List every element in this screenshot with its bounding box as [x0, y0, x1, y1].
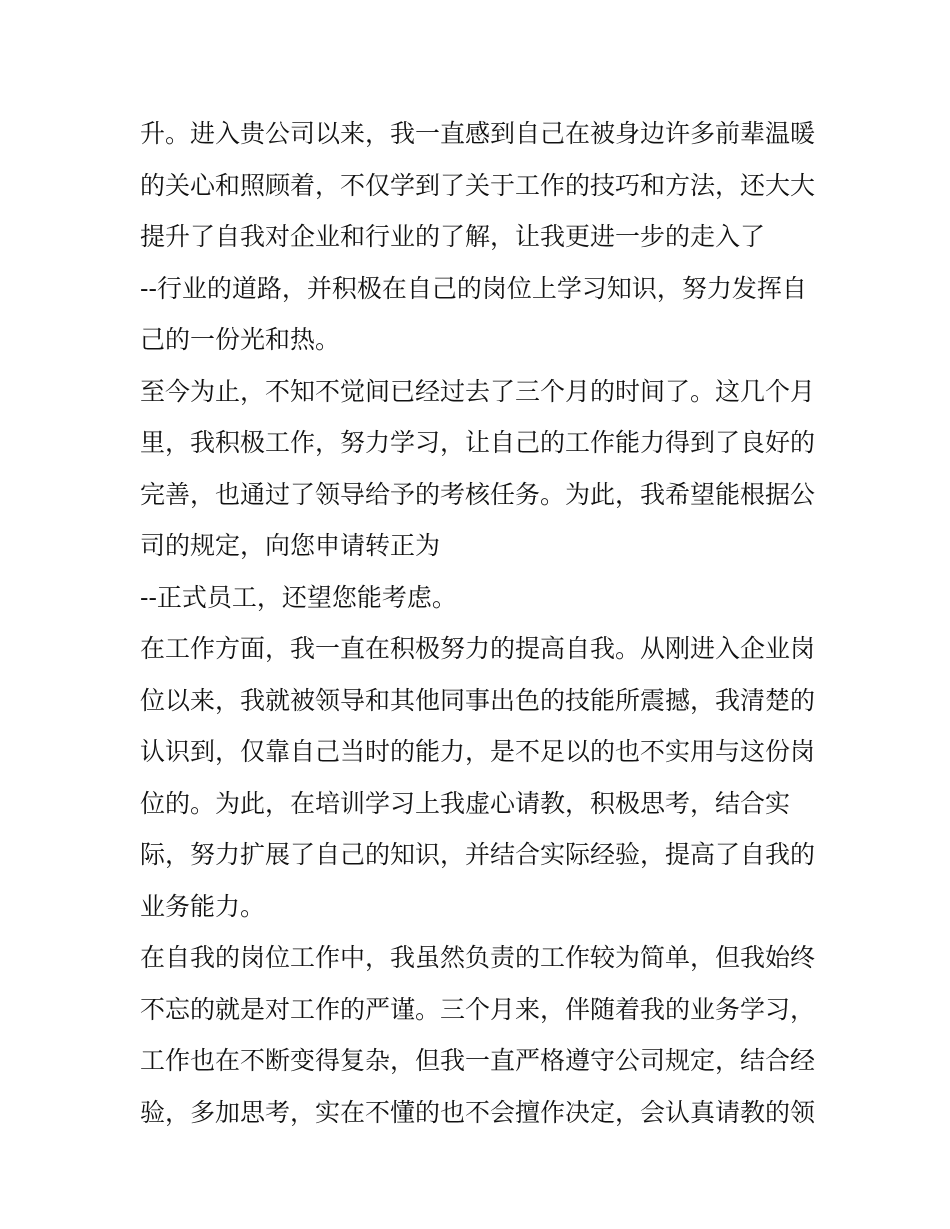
text-line: 升。进入贵公司以来，我一直感到自己在被身边许多前辈温暖 — [140, 119, 816, 148]
text-line: 己的一份光和热。 — [140, 325, 341, 354]
text-line: 际，努力扩展了自己的知识，并结合实际经验，提高了自我的 — [140, 840, 816, 869]
text-line: 认识到，仅靠自己当时的能力，是不足以的也不实用与这份岗 — [140, 737, 816, 766]
text-line: 里，我积极工作，努力学习，让自己的工作能力得到了良好的 — [140, 428, 816, 457]
text-line: 业务能力。 — [140, 891, 266, 921]
text-line: 完善，也通过了领导给予的考核任务。为此，我希望能根据公 — [140, 479, 816, 509]
text-line: 至今为止，不知不觉间已经过去了三个月的时间了。这几个月 — [140, 376, 816, 406]
text-line: 验，多加思考，实在不懂的也不会擅作决定，会认真请教的领 — [140, 1097, 816, 1127]
text-line: 不忘的就是对工作的严谨。三个月来，伴随着我的业务学习， — [140, 994, 816, 1024]
text-line: 司的规定，向您申请转正为 — [140, 531, 441, 560]
text-line: 在自我的岗位工作中，我虽然负责的工作较为简单，但我始终 — [140, 943, 816, 972]
text-line: 位以来，我就被领导和其他同事出色的技能所震撼，我清楚的 — [140, 685, 816, 715]
text-line: --正式员工，还望您能考虑。 — [140, 582, 457, 612]
text-line: --行业的道路，并积极在自己的岗位上学习知识，努力发挥自 — [140, 273, 807, 303]
text-line: 在工作方面，我一直在积极努力的提高自我。从刚进入企业岗 — [140, 634, 816, 663]
document-body — [140, 108, 820, 1138]
text-line: 位的。为此，在培训学习上我虚心请教，积极思考，结合实 — [140, 788, 791, 818]
text-line: 工作也在不断变得复杂，但我一直严格遵守公司规定，结合经 — [140, 1046, 816, 1075]
text-line: 的关心和照顾着，不仅学到了关于工作的技巧和方法，还大大 — [140, 170, 816, 200]
text-line: 提升了自我对企业和行业的了解，让我更进一步的走入了 — [140, 222, 766, 251]
